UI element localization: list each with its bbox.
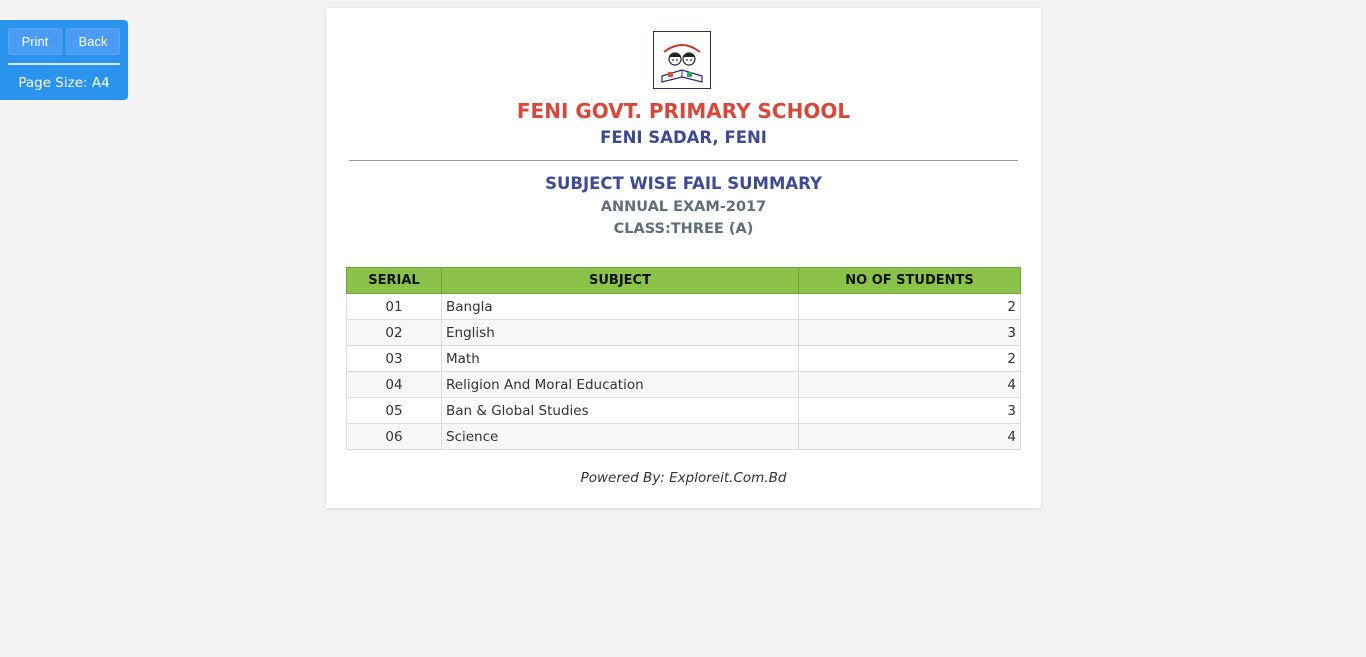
school-address: FENI SADAR, FENI — [600, 128, 767, 147]
cell-subject: Religion And Moral Education — [442, 372, 799, 398]
cell-count: 4 — [799, 424, 1021, 450]
cell-serial: 05 — [347, 398, 442, 424]
table-row — [347, 294, 1021, 320]
cell-subject: Bangla — [442, 294, 799, 320]
cell-subject: Science — [442, 424, 799, 450]
cell-subject: English — [442, 320, 799, 346]
page-size-label: Page Size: A4 — [18, 75, 110, 91]
school-logo-icon — [653, 31, 711, 89]
cell-serial: 03 — [347, 346, 442, 372]
cell-subject: Math — [442, 346, 799, 372]
panel-divider — [8, 63, 120, 65]
column-header-subject: SUBJECT — [442, 268, 799, 294]
cell-serial: 04 — [347, 372, 442, 398]
table-row — [347, 320, 1021, 346]
cell-count: 2 — [799, 294, 1021, 320]
cell-serial: 02 — [347, 320, 442, 346]
back-button[interactable]: Back — [66, 28, 120, 55]
class-name: CLASS:THREE (A) — [613, 221, 754, 237]
cell-count: 3 — [799, 398, 1021, 424]
cell-serial: 06 — [347, 424, 442, 450]
exam-name: ANNUAL EXAM-2017 — [600, 199, 767, 215]
cell-serial: 01 — [347, 294, 442, 320]
table-header-row — [347, 268, 1021, 294]
report-page — [326, 8, 1041, 508]
table-row — [347, 346, 1021, 372]
control-buttons — [8, 28, 120, 55]
print-control-panel — [0, 20, 128, 100]
print-button[interactable]: Print — [8, 28, 62, 55]
cell-count: 2 — [799, 346, 1021, 372]
cell-count: 4 — [799, 372, 1021, 398]
header-divider — [349, 160, 1018, 161]
report-title: SUBJECT WISE FAIL SUMMARY — [545, 174, 822, 193]
table-row — [347, 424, 1021, 450]
table-row — [347, 398, 1021, 424]
cell-count: 3 — [799, 320, 1021, 346]
table-row — [347, 372, 1021, 398]
column-header-count: NO OF STUDENTS — [799, 268, 1021, 294]
cell-subject: Ban & Global Studies — [442, 398, 799, 424]
fail-summary-table — [346, 267, 1021, 450]
powered-by-footer: Powered By: Exploreit.Com.Bd — [580, 470, 787, 486]
school-name: FENI GOVT. PRIMARY SCHOOL — [516, 99, 851, 123]
column-header-serial: SERIAL — [347, 268, 442, 294]
